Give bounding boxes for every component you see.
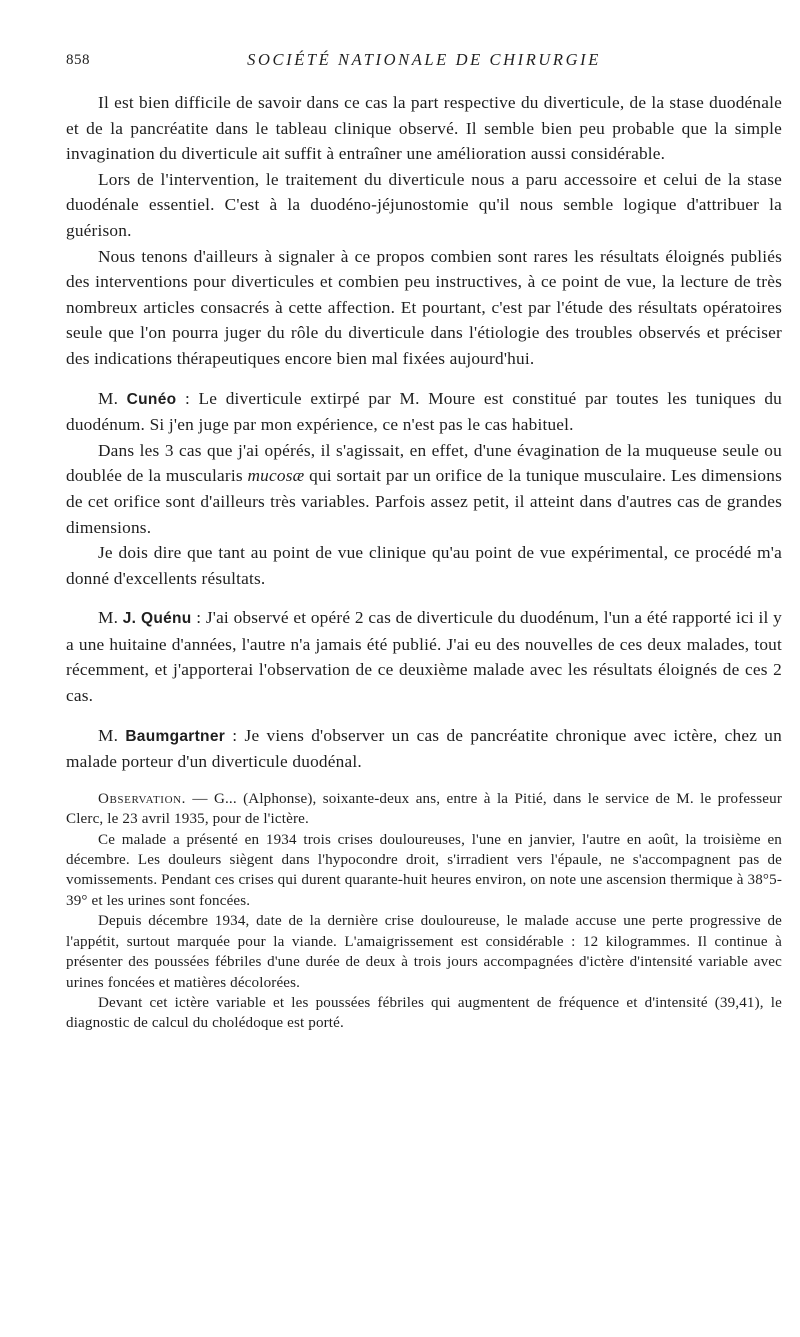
observation-paragraph bbox=[66, 789, 782, 830]
cuneo-paragraph-3: Je dois dire que tant au point de vue clinique qu'au point de vue expérimental, ce procédé m'a donné d'excellents résultats. bbox=[66, 543, 782, 588]
observation-section bbox=[66, 789, 782, 1034]
speaker-title: M. bbox=[98, 608, 119, 628]
speaker-title: M. bbox=[98, 725, 119, 745]
quenu-paragraph bbox=[66, 605, 782, 708]
quenu-text: : J'ai observé et opéré 2 cas de diverticule du duodénum, l'un a été rapporté ici il y a une huitaine d'années, l'autre n'a jamais été publié. J'ai eu des nouvelles de ces deux malades, tout récemment, et j'apporterai l'observation de ce deuxième malade avec les résultats éloignés de ces 2 cas. bbox=[66, 608, 782, 706]
page-content bbox=[66, 48, 782, 1034]
speaker-title: M. bbox=[98, 388, 119, 408]
speaker-name: Baumgartner bbox=[125, 727, 226, 745]
cuneo-text: Dans les 3 cas que j'ai opérés, il s'agissait, en effet, d'une évagination de la muqueuse seule ou doublée de la muscularis bbox=[66, 440, 782, 486]
intro-paragraph: Lors de l'intervention, le traitement du diverticule nous a paru accessoire et celui de la stase duodénale essentiel. C'est à la duodéno-jéjunostomie qu'il nous semble logique d'attribuer la guérison. bbox=[66, 169, 782, 240]
intro-section bbox=[66, 90, 782, 372]
speaker-name: Cunéo bbox=[126, 390, 177, 408]
observation-label: Observation. bbox=[98, 790, 187, 807]
cuneo-text: : Le diverticule extirpé par M. Moure est constitué par toutes les tuniques du duodénum. Si j'en juge par mon expérience, ce n'est pas le cas habituel. bbox=[66, 388, 782, 435]
baumgartner-text: : Je viens d'observer un cas de pancréatite chronique avec ictère, chez un malade porteur d'un diverticule duodénal. bbox=[66, 725, 782, 772]
intro-paragraph: Nous tenons d'ailleurs à signaler à ce propos combien sont rares les résultats éloignés publiés des interventions pour diverticules et combien peu instructives, à ce point de vue, la lecture de très nombreux articles consacrés à cette affection. Et pourtant, c'est par l'étude des résultats opératoires seule que l'on pourra juger du rôle du diverticule dans l'étiologie des troubles observés et préciser des indications thérapeutiques encore bien mal fixées aujourd'hui. bbox=[66, 246, 782, 368]
intro-paragraph: Il est bien difficile de savoir dans ce cas la part respective du diverticule, de la stase duodénale et de la pancréatite dans le tableau clinique observé. Il semble bien peu probable que la simple invagination du diverticule ait suffit à entraîner une amélioration aussi considérable. bbox=[66, 93, 782, 164]
baumgartner-section bbox=[66, 723, 782, 775]
observation-paragraph: Depuis décembre 1934, date de la dernière crise douloureuse, le malade accuse une perte progressive de l'appétit, surtout marquée pour la viande. L'amaigrissement est considérable : 12 kilogrammes. Il continue à présenter des poussées fébriles d'une durée de deux à trois jours accompagnées d'ictère d'intensité variable avec urines foncées et matières décolorées. bbox=[66, 913, 782, 991]
speaker-name: J. Quénu bbox=[122, 610, 192, 628]
observation-text: — G... (Alphonse), soixante-deux ans, entre à la Pitié, dans le service de M. le professeur Clerc, le 23 avril 1935, pour de l'ictère. bbox=[66, 790, 782, 828]
cuneo-paragraph-1 bbox=[66, 386, 782, 438]
cuneo-section bbox=[66, 386, 782, 592]
running-head bbox=[66, 48, 782, 78]
baumgartner-paragraph bbox=[66, 723, 782, 775]
observation-paragraph: Devant cet ictère variable et les poussées fébriles qui augmentent de fréquence et d'intensité (39,41), le diagnostic de calcul du cholédoque est porté. bbox=[66, 994, 782, 1032]
quenu-section bbox=[66, 605, 782, 708]
observation-paragraph: Ce malade a présenté en 1934 trois crises douloureuses, l'une en janvier, l'autre en août, la troisième en décembre. Les douleurs siègent dans l'hypocondre droit, s'irradient vers l'épaule, ne s'accompagnent pas de vomissements. Pendant ces crises qui durent quarante-huit heures environ, on note une ascension thermique à 38°5-39° et les urines sont foncées. bbox=[66, 831, 782, 909]
italic-term: mucosæ bbox=[247, 466, 305, 486]
cuneo-paragraph-2 bbox=[66, 438, 782, 540]
cuneo-text: qui sortait par un orifice de la tunique musculaire. Les dimensions de cet orifice sont d'ailleurs très variables. Parfois assez petit, il atteint dans d'autres cas de grandes dimensions. bbox=[66, 466, 783, 537]
journal-title: SOCIÉTÉ NATIONALE DE CHIRURGIE bbox=[247, 50, 601, 69]
page-number: 858 bbox=[66, 52, 90, 68]
